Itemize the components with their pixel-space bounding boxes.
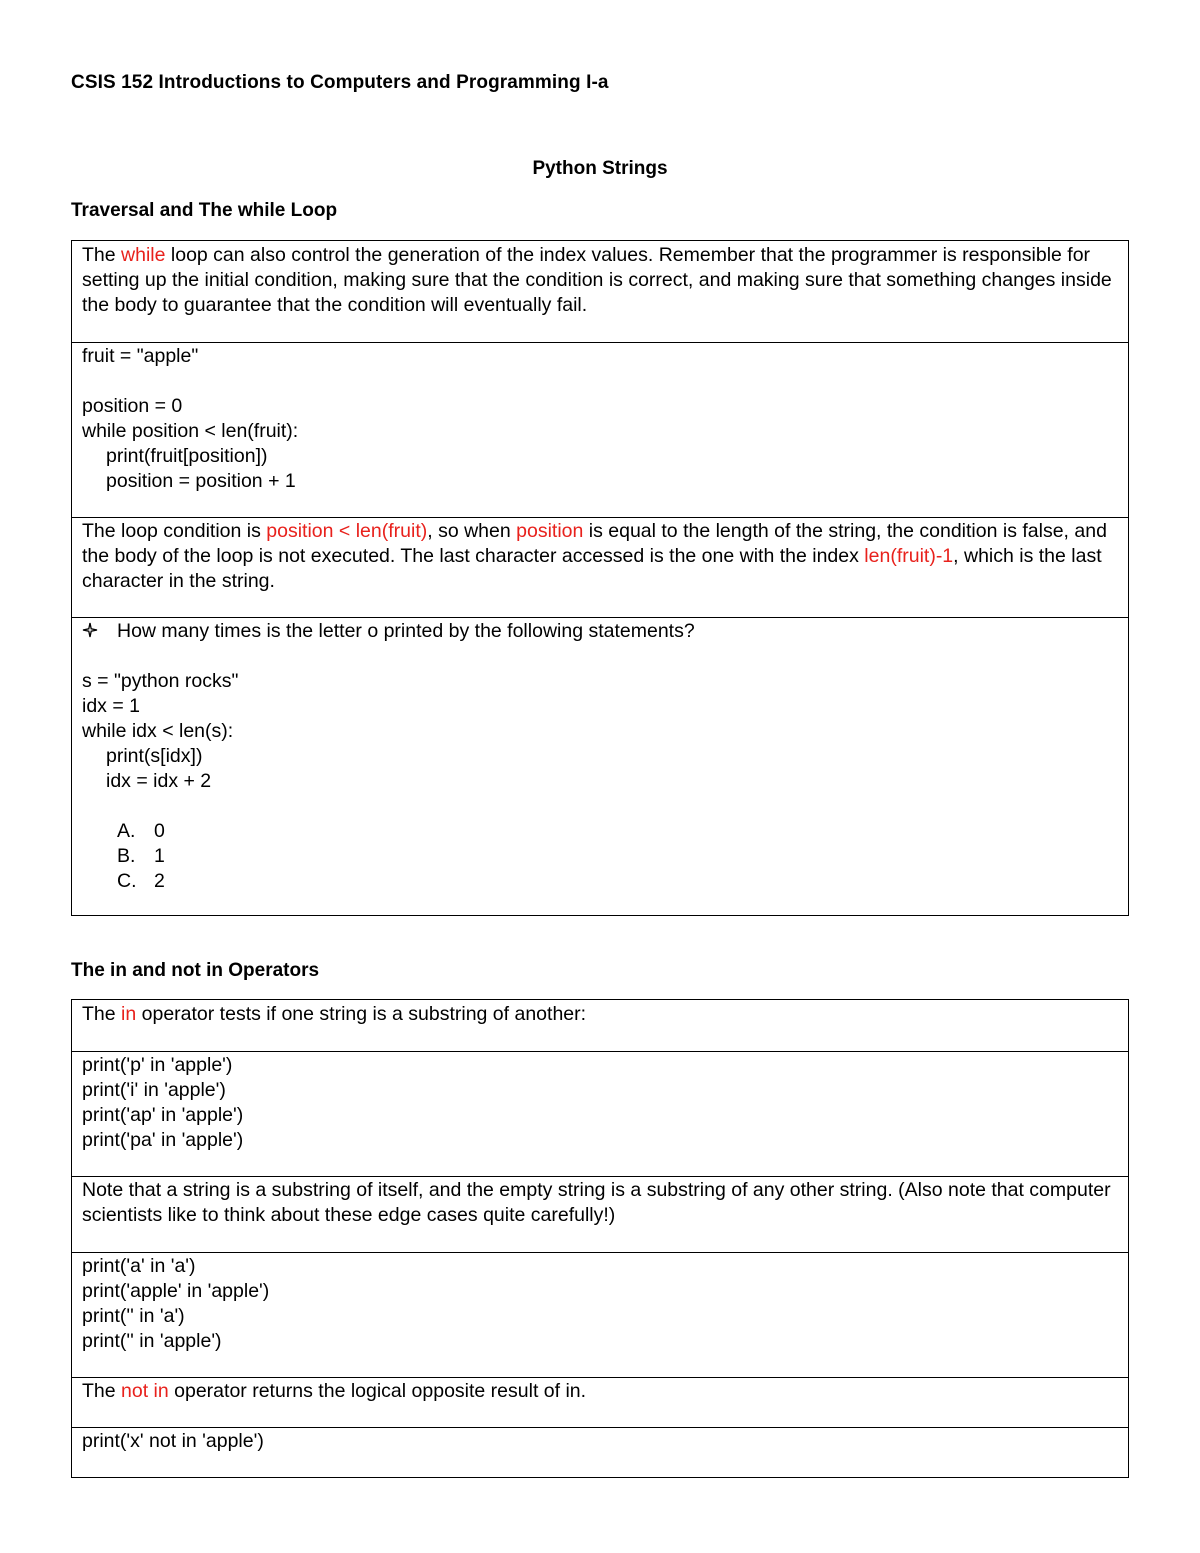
diamond-bullet-icon <box>82 619 117 644</box>
while-intro-cell <box>72 241 1128 342</box>
in-code-cell <box>72 1051 1128 1176</box>
loop-condition-explanation-cell <box>72 517 1128 617</box>
substring-note-text: Note that a string is a substring of itself, and the empty string is a substring of any other string. (Also note that computer scientists like to think about these edge cases quite carefully!) <box>82 1179 1111 1226</box>
code-line: while position < len(fruit): <box>82 420 299 442</box>
in-operators-table <box>71 999 1129 1478</box>
not-in-intro-cell <box>72 1377 1128 1427</box>
document-title: Python Strings <box>532 158 668 179</box>
position-keyword: position <box>516 520 584 542</box>
substring-note-cell <box>72 1176 1128 1252</box>
in-keyword: in <box>121 1003 137 1025</box>
code-line: position = 0 <box>82 395 183 417</box>
code-line: fruit = "apple" <box>82 345 199 367</box>
code-line: position = position + 1 <box>106 470 296 492</box>
code-line: print('' in 'a') <box>82 1305 185 1327</box>
answer-choices <box>82 819 1118 894</box>
in-intro-text: The in operator tests if one string is a substring of another: <box>82 1003 587 1025</box>
section-heading-in-operators: The in and not in Operators <box>71 960 320 981</box>
not-in-intro-text: The not in operator returns the logical opposite result of in. <box>82 1380 587 1402</box>
condition-keyword: position < len(fruit) <box>266 520 428 542</box>
question-text: How many times is the letter o printed by the following statements? <box>117 620 695 642</box>
answer-choice-a[interactable]: A. 0 <box>117 820 165 842</box>
code-line: idx = 1 <box>82 695 140 717</box>
substring-code-cell <box>72 1252 1128 1377</box>
code-line: print('apple' in 'apple') <box>82 1280 270 1302</box>
section-heading-while-loop: Traversal and The while Loop <box>71 200 338 221</box>
question-row <box>82 619 1118 644</box>
last-index-keyword: len(fruit)-1 <box>864 545 954 567</box>
code-line: idx = idx + 2 <box>106 770 212 792</box>
fruit-code-cell <box>72 342 1128 517</box>
question-cell <box>72 617 1128 915</box>
answer-choice-b[interactable]: B. 1 <box>117 845 165 867</box>
code-line: print('ap' in 'apple') <box>82 1104 244 1126</box>
code-line: print('' in 'apple') <box>82 1330 222 1352</box>
code-line: print(fruit[position]) <box>106 445 268 467</box>
code-line: while idx < len(s): <box>82 720 234 742</box>
answer-choice-c[interactable]: C. 2 <box>117 870 165 892</box>
code-line: print('pa' in 'apple') <box>82 1129 244 1151</box>
while-intro-text: The while loop can also control the generation of the index values. Remember that the programmer is responsible for setting up the initial condition, making sure that the condition is correct, and making sure that something changes inside the body to guarantee that the condition will eventually fail. <box>82 244 1112 316</box>
while-keyword: while <box>121 244 166 266</box>
code-line: print(s[idx]) <box>106 745 203 767</box>
code-line: print('a' in 'a') <box>82 1255 196 1277</box>
not-in-code-cell <box>72 1427 1128 1476</box>
loop-condition-text: The loop condition is position < len(fruit), so when position is equal to the length of the string, the condition is false, and the body of the loop is not executed. The last character accessed is the one with the index len(fruit)-1, which is the last character in the string. <box>82 520 1107 592</box>
code-line: print('i' in 'apple') <box>82 1079 226 1101</box>
while-loop-table <box>71 240 1129 916</box>
in-intro-cell <box>72 1000 1128 1051</box>
course-title: CSIS 152 Introductions to Computers and Programming I-a <box>71 72 609 93</box>
code-line: s = "python rocks" <box>82 670 239 692</box>
code-line: print('p' in 'apple') <box>82 1054 233 1076</box>
code-line: print('x' not in 'apple') <box>82 1430 264 1452</box>
not-in-keyword: not in <box>121 1380 169 1402</box>
